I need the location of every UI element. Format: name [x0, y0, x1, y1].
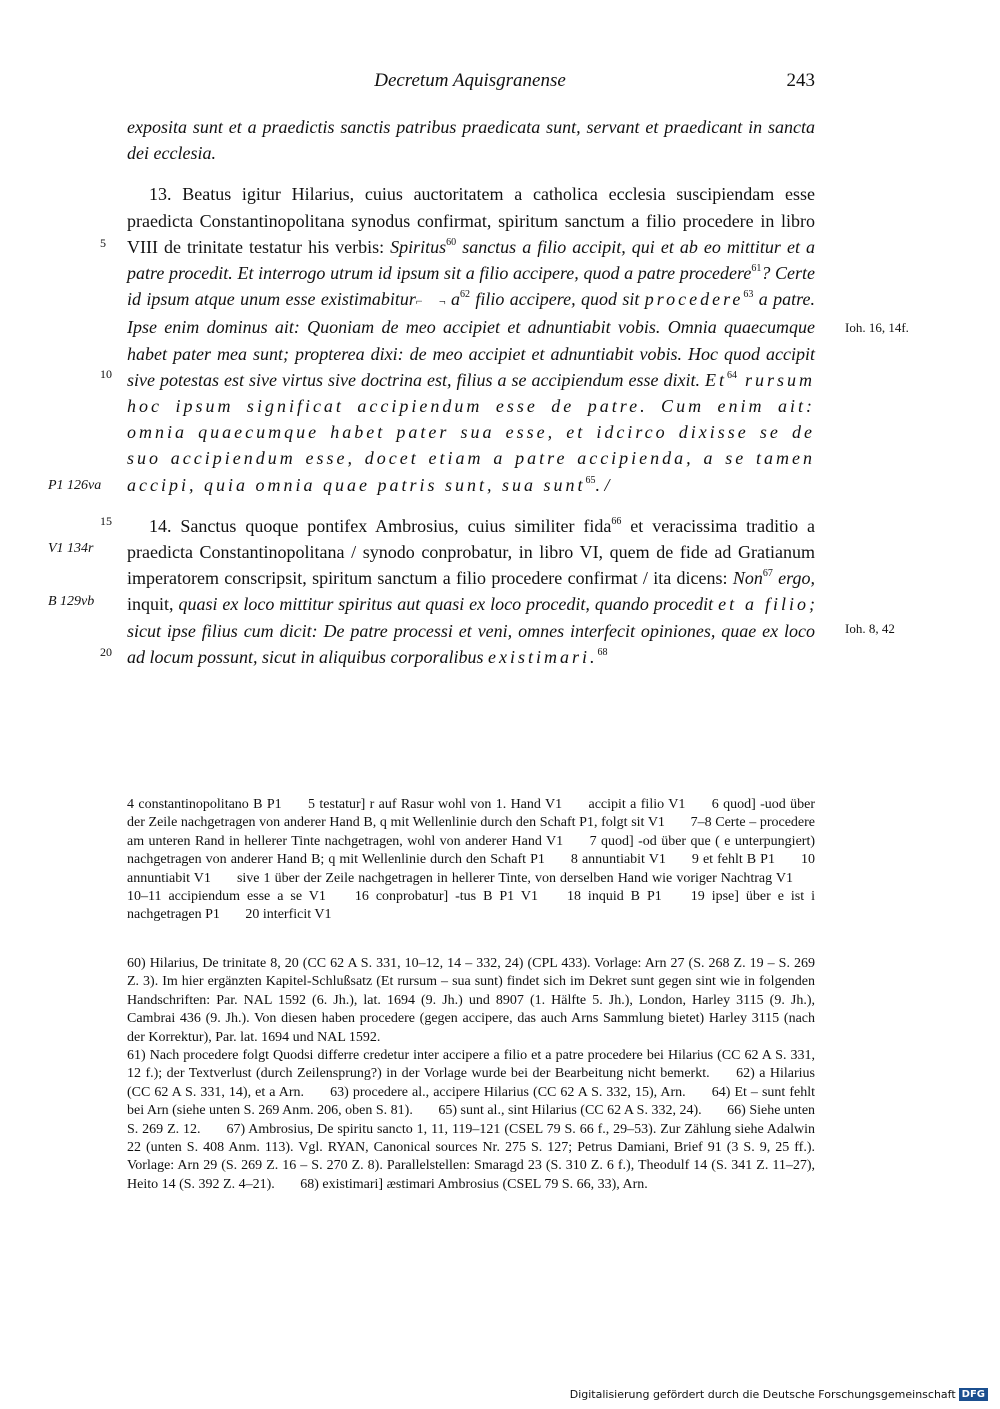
- p13-quote: ? Certe id ipsum atque unum esse existimabitur: [127, 263, 815, 310]
- footnote-marker-60: 60: [446, 236, 457, 248]
- manuscript-reference: P1 126va: [48, 478, 102, 493]
- apparatus-entry: 10 annuntiabit V1: [127, 852, 816, 886]
- running-header: Decretum Aquisgranense: [374, 70, 566, 91]
- intro-paragraph: exposita sunt et a praedictis sanctis patribus praedicata sunt, servant et praedicant in sancta dei ecclesia.: [127, 117, 815, 164]
- footnote-62: 62) a Hilarius (CC 62 A S. 331, 14), et a Arn.: [127, 1066, 816, 1100]
- credit-text: Digitalisierung gefördert durch die Deutsche Forschungsgemeinschaft: [569, 1388, 956, 1401]
- bible-reference: Ioh. 8, 42: [845, 621, 895, 636]
- line-number: 15: [100, 514, 112, 528]
- insertion-mark-open: ⌐: [415, 294, 423, 309]
- manuscript-reference: V1 134r: [48, 541, 94, 556]
- apparatus-entry: 19 ipse] über e ist i nachgetragen P1: [127, 889, 816, 923]
- p14-quote: Non: [732, 568, 763, 589]
- main-text: [127, 114, 815, 670]
- footnote-60: 60) Hilarius, De trinitate 8, 20 (CC 62 A S. 331, 10–12, 14 – 332, 24) (CPL 433). Vorlage: Arn 27 (S. 268 Z. 19 – S. 269 Z. 3). Im hier ergänzten Kapitel-Schlußsatz (Et rursum – sua sunt) findet sich im Dekret sunt gegen sint wie in folgenden Handschriften: Par. NAL 1592 (6. Jh.), lat. 1694 (9. Jh.) und 8907 (1. Hälfte 5. Jh.), London, Harley 3115 (9. Jh.), Cambrai 436 (9. Jh.). Von diesen haben procedere (gegen accipere, das auch Arns Sammlung bietet) Harley 3115 (nach der Korrektur), Par. lat. 1694 und NAL 1592.: [127, 956, 815, 1045]
- footnote-66: 66) Siehe unten S. 269 Z. 12.: [127, 1103, 816, 1137]
- line-number: 5: [100, 236, 106, 250]
- apparatus-entry: 20 interficit V1: [245, 907, 332, 923]
- p14-text: et veracissima traditio a praedicta Constantinopolitana / synodo conprobatur, in libro VI, quem de fide ad Gratianum imperatorem conscripsit, spiritum sanctum a filio procedere confirmat / ita dicens:: [127, 515, 815, 589]
- footnote-marker-62: 62: [460, 289, 471, 301]
- p13-quote: a patre. Ipse enim dominus ait: Quoniam de meo accipiet et adnuntiabit vobis. Omnia quaecumque habet pater mea sunt; propterea dixi: de meo accipiet et adnuntiabit vobis. Hoc quod accipit sive potestas est sive virtus sive doctrina est, filius a se accipiendum esse dixit.: [127, 289, 816, 390]
- footnote-65: 65) sunt al., sint Hilarius (CC 62 A S. 332, 24).: [438, 1103, 702, 1119]
- footnote-marker-66: 66: [611, 515, 622, 527]
- footnote-marker-68: 68: [597, 646, 608, 658]
- paragraph-14: [127, 513, 815, 670]
- apparatus-entry: 6 quod] -uod über der Zeile nachgetragen von anderer Hand B, q mit Wellenlinie durch den Schaft P1, folgt sit V1: [127, 797, 816, 831]
- apparatus-entry: 5 testatur] r auf Rasur wohl von 1. Hand V1: [308, 797, 563, 812]
- p14-quote: ergo,: [772, 568, 816, 589]
- p14-spaced-quote: existimari.: [488, 646, 598, 667]
- apparatus-entry: sive 1 über der Zeile nachgetragen in hellerer Tinte, von derselben Hand wie voriger Nachtrag V1: [236, 870, 793, 886]
- p14-text: inquit,: [127, 594, 179, 615]
- manuscript-reference: B 129vb: [48, 594, 95, 609]
- footnote-marker-64: 64: [726, 369, 737, 381]
- p13-spaced-quote: procedere: [644, 289, 744, 310]
- p14-quote: ; sicut ipse filius cum dicit: De patre processi et veni, omnes interfecit opiniones, quae ex loco ad locum possunt, sicut in aliquibus corporalibus: [127, 594, 815, 667]
- digitization-credit: [570, 1388, 988, 1401]
- footnote-64: 64) Et – sunt fehlt bei Arn (siehe unten S. 269 Anm. 206, oben S. 81).: [127, 1084, 816, 1119]
- p13-quote: sanctus a filio accipit, qui et ab eo mittitur et a patre procedit. Et interrogo utrum id ipsum sit a filio accipere, quod a patre procedere: [127, 236, 815, 284]
- apparatus-entry: 9 et fehlt B P1: [691, 852, 775, 868]
- apparatus-entry: 4 constantinopolitano B P1: [127, 797, 282, 812]
- p14-quote: quasi ex loco mittitur spiritus aut quasi ex loco procedit, quando procedit: [178, 594, 719, 615]
- dfg-logo: DFG: [959, 1388, 988, 1401]
- line-number: 20: [100, 645, 112, 659]
- p14-spaced-quote: et a filio: [718, 594, 809, 615]
- bible-reference: Ioh. 16, 14f.: [845, 320, 909, 335]
- apparatus-entry: 8 annuntiabit V1: [570, 852, 666, 868]
- footnotes: [127, 955, 815, 1194]
- apparatus-entry: 7 quod] -od über que ( e unterpungiert) nachgetragen von anderer Hand B; q mit Wellenlinie durch den Schaft P1: [127, 833, 816, 868]
- p13-spaced-quote: rursum hoc ipsum significat accipiendum esse de patre. Cum enim ait: omnia quaecumque habet pater sua esse, et idcirco dixisse se de suo accipiendum esse, docet etiam a patre accipienda, a se tamen accipi, quia omnia quae patris sunt, sua sunt: [127, 369, 815, 495]
- p13-quote: a: [445, 289, 461, 310]
- p13-quote: filio accipere, quod sit: [470, 289, 645, 310]
- p13-text: 13. Beatus igitur Hilarius, cuius auctoritatem a catholica ecclesia suscipiendam esse praedicta Constantinopolitana synodus confirmat, spiritum sanctum a filio procedere in libro VIII de trinitate testatur his verbis:: [127, 184, 815, 257]
- apparatus-entry: 10–11 accipiendum esse a se V1: [127, 889, 326, 905]
- critical-apparatus: [127, 796, 815, 925]
- footnote-marker-65: 65: [585, 474, 596, 486]
- p13-quote: . /: [595, 474, 610, 495]
- paragraph-13: [127, 181, 815, 497]
- apparatus-entry: accipit a filio V1: [588, 797, 686, 812]
- p14-text: 14. Sanctus quoque pontifex Ambrosius, cuius similiter fida: [149, 515, 612, 536]
- apparatus-entry: 7–8 Certe – procedere am unteren Rand in hellerer Tinte nachgetragen, wohl von anderer Hand V1: [127, 815, 816, 849]
- p13-quote: Spiritus: [390, 236, 447, 257]
- page-number: 243: [786, 70, 815, 91]
- footnote-marker-63: 63: [743, 289, 754, 301]
- apparatus-entry: 18 inquid B P1: [566, 889, 662, 905]
- p13-spaced-quote: Et: [704, 369, 727, 390]
- footnote-61: 61) Nach procedere folgt Quodsi differre credetur inter accipere a filio et a patre procedere bei Hilarius (CC 62 A S. 331, 12 f.); der Textverlust (durch Zeilensprung?) in der Vorlage wurde bei der Bearbeitung nicht bemerkt.: [127, 1048, 815, 1082]
- footnote-67: 67) Ambrosius, De spiritu sancto 1, 11, 119–121 (CSEL 79 S. 66 f., 29–53). Zur Zählung siehe Adalwin 22 (unten S. 408 Anm. 113). Vgl. RYAN, Canonical sources Nr. 275 S. 127; Petrus Damiani, Brief 91 (3 S. 9, 25 ff.). Vorlage: Arn 29 (S. 269 Z. 16 – S. 270 Z. 8). Parallelstellen: Smaragd 23 (S. 310 Z. 6 f.), Theodulf 14 (S. 341 Z. 11–27), Heito 14 (S. 392 Z. 4–21).: [127, 1121, 815, 1192]
- footnote-63: 63) procedere al., accipere Hilarius (CC 62 A S. 332, 15), Arn.: [330, 1084, 686, 1100]
- line-number: 10: [100, 367, 112, 381]
- footnote-68: 68) existimari] æstimari Ambrosius (CSEL 79 S. 66, 33), Arn.: [300, 1176, 648, 1192]
- apparatus-entry: 16 conprobatur] -tus B P1 V1: [354, 889, 538, 905]
- footnote-marker-67: 67: [762, 568, 773, 580]
- insertion-mark-close: ¬: [438, 294, 446, 309]
- footnote-marker-61: 61: [751, 263, 762, 275]
